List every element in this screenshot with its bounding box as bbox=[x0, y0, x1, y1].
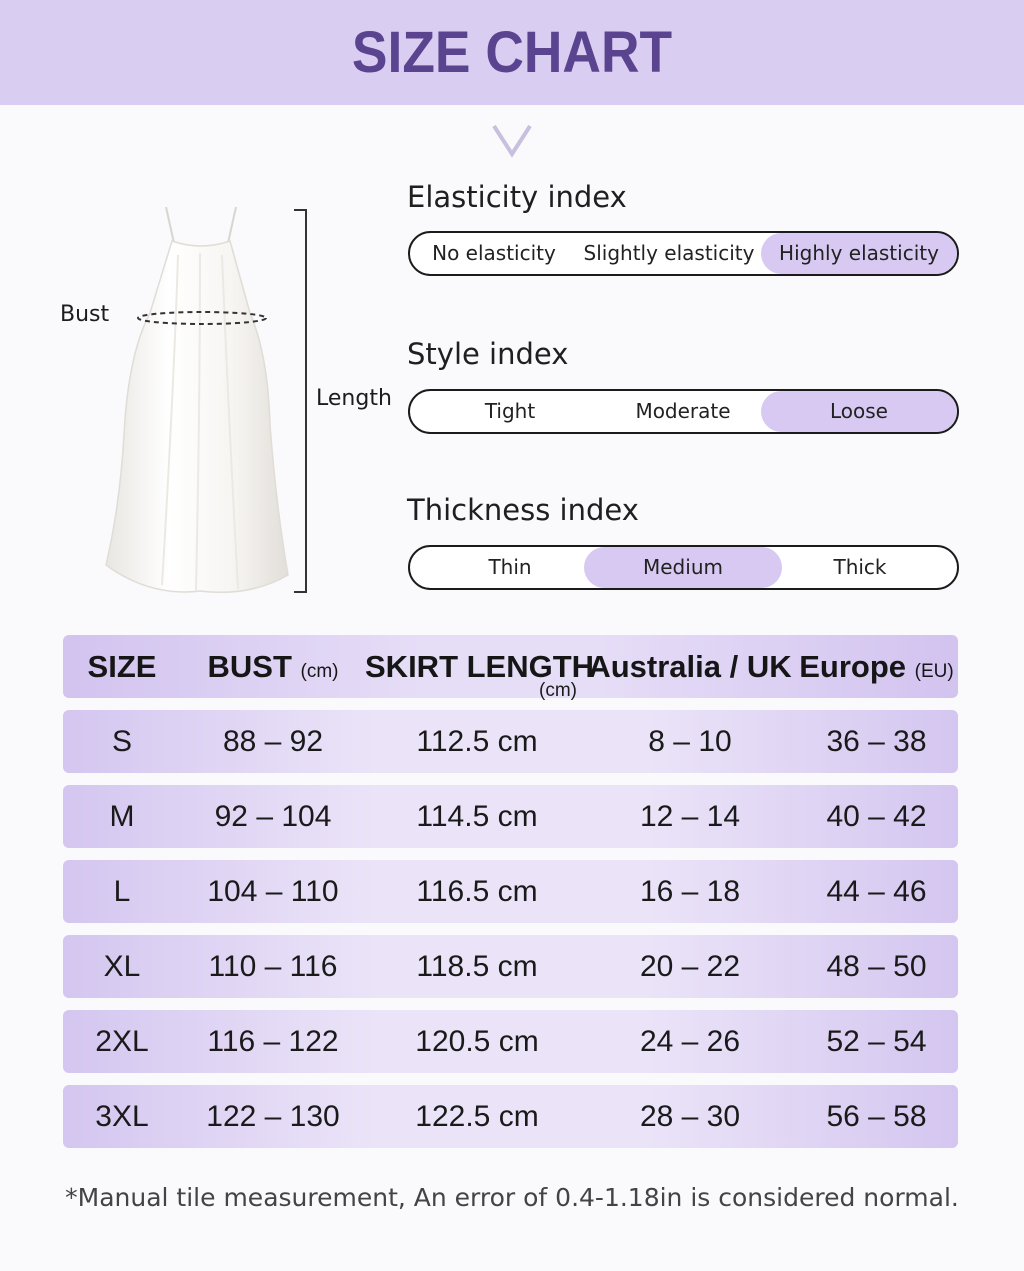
header-australia-uk: Australia / UK bbox=[588, 649, 792, 684]
table-row bbox=[63, 785, 958, 848]
bust-measure-line bbox=[132, 308, 272, 330]
cell-europe: 56 – 58 bbox=[826, 1100, 927, 1133]
cell-skirt-length: 112.5 cm bbox=[416, 725, 538, 758]
style-option-loose: Loose bbox=[761, 391, 957, 432]
cell-skirt-length: 122.5 cm bbox=[415, 1100, 539, 1133]
cell-bust: 122 – 130 bbox=[206, 1100, 340, 1133]
cell-europe: 52 – 54 bbox=[826, 1025, 927, 1058]
bust-label: Bust bbox=[60, 302, 110, 327]
cell-australia-uk: 16 – 18 bbox=[639, 875, 741, 908]
cell-skirt-length: 120.5 cm bbox=[415, 1025, 539, 1058]
header-banner bbox=[0, 0, 1024, 105]
cell-australia-uk: 28 – 30 bbox=[639, 1100, 741, 1133]
cell-europe: 40 – 42 bbox=[826, 800, 927, 833]
elasticity-option-slight: Slightly elasticity bbox=[583, 241, 755, 265]
table-row bbox=[63, 860, 958, 923]
cell-skirt-length: 114.5 cm bbox=[416, 800, 538, 833]
cell-size: S bbox=[111, 725, 132, 758]
elasticity-option-none: No elasticity bbox=[432, 241, 556, 265]
style-option-moderate: Moderate bbox=[635, 399, 731, 423]
cell-australia-uk: 20 – 22 bbox=[639, 950, 741, 983]
thickness-index-scale bbox=[408, 545, 959, 590]
thickness-option-thick: Thick bbox=[833, 555, 887, 579]
style-option-tight: Tight bbox=[484, 399, 536, 423]
cell-size: 2XL bbox=[95, 1025, 149, 1058]
elasticity-option-high: Highly elasticity bbox=[761, 233, 957, 274]
cell-bust: 104 – 110 bbox=[207, 875, 339, 908]
cell-skirt-length: 118.5 cm bbox=[416, 950, 538, 983]
cell-size: 3XL bbox=[95, 1100, 149, 1133]
cell-bust: 88 – 92 bbox=[222, 725, 324, 758]
style-index-title: Style index bbox=[407, 337, 569, 371]
length-bracket bbox=[292, 208, 312, 594]
cell-bust: 110 – 116 bbox=[208, 950, 338, 983]
elasticity-index-scale bbox=[408, 231, 959, 276]
cell-size: XL bbox=[103, 950, 141, 983]
table-row bbox=[63, 1010, 958, 1073]
cell-size: M bbox=[109, 800, 135, 833]
cell-europe: 48 – 50 bbox=[826, 950, 927, 983]
table-row bbox=[63, 935, 958, 998]
cell-bust: 92 – 104 bbox=[214, 800, 332, 833]
measurement-footnote: *Manual tile measurement, An error of 0.4-1.18in is considered normal. bbox=[65, 1183, 959, 1212]
header-skirt-length: SKIRT LENGTH bbox=[365, 649, 595, 684]
header-europe: Europe (EU) bbox=[799, 649, 954, 684]
cell-australia-uk: 8 – 10 bbox=[648, 725, 732, 758]
style-index-scale bbox=[408, 389, 959, 434]
thickness-option-medium: Medium bbox=[584, 547, 782, 588]
length-label: Length bbox=[316, 386, 392, 411]
dress-illustration bbox=[100, 205, 320, 605]
cell-australia-uk: 24 – 26 bbox=[639, 1025, 741, 1058]
page-title: SIZE CHART bbox=[351, 20, 673, 85]
table-row bbox=[63, 710, 958, 773]
table-row bbox=[63, 1085, 958, 1148]
chevron-down-icon bbox=[490, 122, 534, 158]
header-skirt-length-unit: (cm) bbox=[539, 680, 577, 701]
cell-europe: 36 – 38 bbox=[826, 725, 927, 758]
cell-australia-uk: 12 – 14 bbox=[639, 800, 741, 833]
thickness-index-title: Thickness index bbox=[407, 493, 639, 527]
thickness-option-thin: Thin bbox=[488, 555, 532, 579]
cell-bust: 116 – 122 bbox=[207, 1025, 339, 1058]
header-bust: BUST (cm) bbox=[207, 649, 339, 684]
elasticity-index-title: Elasticity index bbox=[407, 180, 627, 214]
size-table-header bbox=[63, 635, 958, 701]
cell-europe: 44 – 46 bbox=[826, 875, 927, 908]
header-size: SIZE bbox=[87, 649, 157, 684]
cell-size: L bbox=[113, 875, 131, 908]
cell-skirt-length: 116.5 cm bbox=[416, 875, 538, 908]
